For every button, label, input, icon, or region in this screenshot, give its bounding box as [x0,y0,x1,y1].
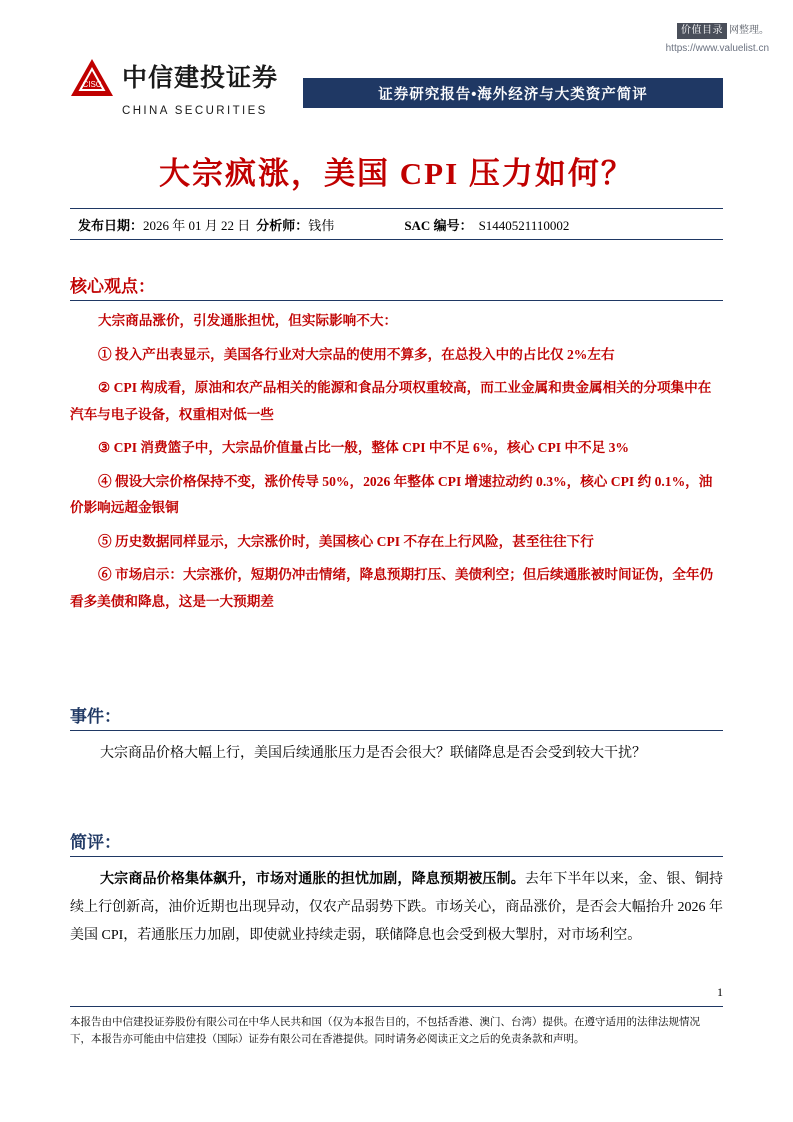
comment-rest: 去年下半年以来，金、银、铜持续上行创新高，油价近期也出现异动，仅农产品弱势下跌。市场关心，商品涨价，是否会大幅抬升 2026 年美国 CPI，若通胀压力加剧，即使就业持续走弱，联储降息也会受到极大掣肘，对市场利空。 [70,872,724,943]
core-paragraph: ③ CPI 消费篮子中，大宗品价值量占比一般，整体 CPI 中不足 6%，核心 CPI 中不足 3% [98,440,630,455]
watermark-tail: 网整理。 [729,25,769,36]
logo-row [70,58,278,98]
sac-value: S1440521110002 [478,217,570,233]
watermark-url: https://www.valuelist.cn [665,42,769,54]
core-paragraph: ④ 假设大宗价格保持不变，涨价传导 50%，2026 年整体 CPI 增速拉动约 0.3%，核心 CPI 约 0.1%，油价影响远超金银铜 [70,473,713,515]
document-meta [70,208,723,240]
svg-text:CISC: CISC [82,80,102,89]
core-paragraph: 大宗商品涨价，引发通胀担忧，但实际影响不大： [98,313,398,328]
publish-date-value: 2026 年 01 月 22 日 [143,217,251,233]
document-footer [70,1006,723,1049]
watermark-badge: 价值目录 [677,23,727,39]
section-rule [70,300,723,301]
core-paragraph: ② CPI 构成看，原油和农产品相关的能源和食品分项权重较高，而工业金属和贵金属相关的分项集中在汽车与电子设备，权重相对低一些 [70,380,712,422]
section-rule [70,730,723,731]
page-title: 大宗疯涨，美国 CPI 压力如何？ [159,156,634,191]
section-heading-event-label: 事件： [70,707,121,726]
section-heading-comment-label: 简评： [70,833,121,852]
section-heading-core [70,272,723,301]
page-number: 1 [717,985,723,999]
report-banner: 证券研究报告•海外经济与大类资产简评 [303,78,723,108]
comment-lead-bold: 大宗商品价格集体飙升，市场对通胀的担忧加剧，降息预期被压制。 [100,872,525,887]
publish-date [78,215,250,234]
logo-english-name: CHINA SECURITIES [122,105,268,117]
comment-paragraph [70,866,723,950]
watermark [666,18,769,55]
company-logo [70,58,278,117]
core-paragraph: ⑥ 市场启示：大宗涨价，短期仍冲击情绪，降息预期打压、美债利空；但后续通胀被时间证伪，全年仍看多美债和降息，这是一大预期差 [70,567,714,609]
analyst-value: 钱伟 [308,217,335,233]
comment-body [70,866,723,950]
watermark-line [666,18,769,40]
core-paragraph: ⑤ 历史数据同样显示，大宗涨价时，美国核心 CPI 不存在上行风险，甚至往往下行 [98,533,594,549]
document-header [70,58,723,117]
logo-chinese-name: 中信建投证券 [122,63,279,92]
analyst [256,215,334,234]
core-paragraph: ① 投入产出表显示，美国各行业对大宗品的使用不算多，在总投入中的占比仅 2%左右 [98,346,615,362]
footer-line: 下，本报告亦可能由中信建投（国际）证券有限公司在香港提供。同时请务必阅读正文之后的免责条款和声明。 [70,1034,585,1046]
section-rule [70,856,723,857]
analyst-label: 分析师： [256,217,309,233]
footer-line: 本报告由中信建投证券股份有限公司在中华人民共和国（仅为本报告目的，不包括香港、澳门、台湾）提供。在遵守适用的法律法规情况 [70,1017,700,1028]
section-heading-core-label: 核心观点： [70,277,155,296]
sac-label: SAC 编号： [404,217,473,233]
sac-number [404,215,569,234]
section-heading-event [70,702,723,731]
core-view-body [70,308,723,622]
publish-date-label: 发布日期： [78,217,144,233]
section-heading-comment [70,828,723,857]
event-paragraph: 大宗商品价格大幅上行，美国后续通胀压力是否会很大？联储降息是否会受到较大干扰？ [100,746,646,761]
csc-logo-icon [70,58,114,98]
event-body [70,740,723,767]
